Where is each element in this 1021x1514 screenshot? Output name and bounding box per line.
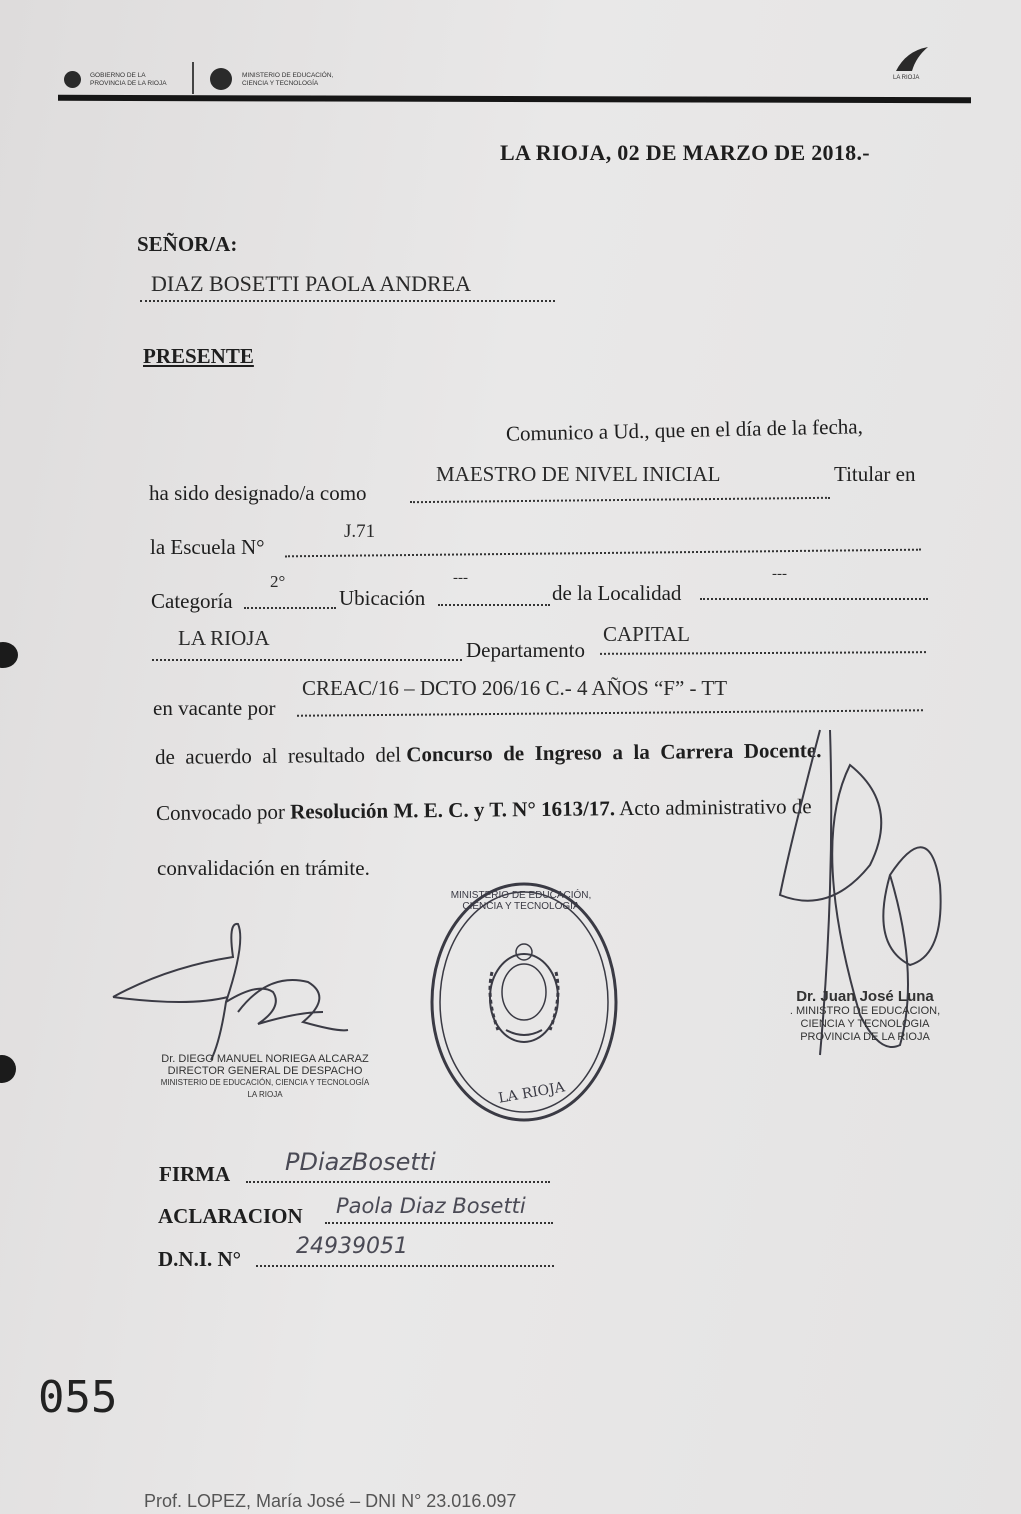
contest-name: Concurso de Ingreso a la Carrera Docente. [406,738,822,767]
dni-value: 24939051 [296,1234,408,1259]
department-dotted-line [600,651,926,655]
recipient-dotted-line [140,300,555,302]
category-value: 2° [270,572,286,591]
firma-label: FIRMA [159,1162,231,1186]
binder-hole-bottom [0,1055,16,1083]
ministry-logo-text: MINISTERIO DE EDUCACIÓN, CIENCIA Y TECNOLOGÍA [242,72,334,87]
page-number: 055 [38,1372,118,1423]
dni-dotted-line [256,1265,554,1267]
vacancy-value: CREAC/16 – DCTO 206/16 C.- 4 AÑOS “F” - TT [302,676,728,700]
logo-divider [192,62,194,94]
locality-value: --- [772,566,787,582]
left-signature-scribble [108,912,368,1062]
recipient-name: DIAZ BOSETTI PAOLA ANDREA [151,271,472,296]
left-signer-place: LA RIOJA [247,1090,283,1099]
binder-hole-top [0,642,18,668]
locality-dotted-line [700,598,928,600]
locality-name-dotted-line [152,659,462,661]
left-signer-block [160,1053,370,1101]
firma-dotted-line [246,1181,550,1183]
ministry-logo-icon [210,68,232,90]
cargo-value: MAESTRO DE NIVEL INICIAL [436,462,721,486]
department-label: Departamento [466,638,585,662]
aclaracion-dotted-line [325,1222,553,1224]
body-line-9: convalidación en trámite. [157,856,370,880]
location-value: --- [453,570,468,586]
right-signer-name: Dr. Juan José Luna [796,988,934,1005]
cargo-dotted-line [410,497,830,503]
school-label: la Escuela N° [150,535,265,559]
right-signer-line3: PROVINCIA DE LA RIOJA [800,1031,930,1043]
header-rule [58,95,971,103]
seal-ring-text: MINISTERIO DE EDUCACIÓN, CIENCIA Y TECNOLOGÍA [450,890,592,912]
aclaracion-value: Paola Diaz Bosetti [336,1194,526,1218]
school-dotted-line [285,549,921,558]
left-signer-name: Dr. DIEGO MANUEL NORIEGA ALCARAZ [161,1053,369,1065]
la-rioja-bird-logo-icon [892,45,932,75]
left-signer-title: DIRECTOR GENERAL DE DESPACHO [167,1065,363,1077]
body-line-7 [155,738,822,770]
seal-bottom-text: LA RIOJA [497,1079,567,1107]
vacancy-label: en vacante por [153,696,276,720]
la-rioja-logo-text: LA RIOJA [893,75,920,81]
school-value: J.71 [344,521,376,542]
department-value: CAPITAL [603,622,690,646]
government-seal-icon [64,71,81,88]
aclaracion-label: ACLARACION [158,1204,303,1228]
designation-label: ha sido designado/a como [149,481,367,505]
salutation: SEÑOR/A: [137,232,238,256]
government-logo-text: GOBIERNO DE LA PROVINCIA DE LA RIOJA [90,72,167,87]
footer-text: Prof. LOPEZ, María José – DNI N° 23.016.097 [144,1491,517,1511]
category-label: Categoría [151,589,233,613]
dni-label: D.N.I. N° [158,1247,242,1271]
right-signer-line2: CIENCIA Y TECNOLOGIA [800,1018,930,1030]
locality-name-value: LA RIOJA [178,626,270,650]
firma-value: PDiazBosetti [285,1148,436,1176]
body-line-8-tail: Acto administrativo de [614,794,812,821]
body-line-8 [156,794,812,826]
titular-label: Titular en [834,462,916,486]
resolution-number: Resolución M. E. C. y T. N° 1613/17. [290,796,616,824]
right-signer-block [770,988,960,1044]
presente-heading: PRESENTE [143,344,254,368]
left-signer-org: MINISTERIO DE EDUCACIÓN, CIENCIA Y TECNOLOGÍA [160,1078,370,1087]
location-dotted-line [438,604,550,606]
right-signer-line1: . MINISTRO DE EDUCACION, [789,1005,941,1017]
date-line: LA RIOJA, 02 DE MARZO DE 2018.- [500,140,870,165]
location-label: Ubicación [339,586,426,610]
body-line-1: Comunico a Ud., que en el día de la fecha, [505,414,864,446]
body-line-8-text: Convocado por [155,799,291,825]
category-dotted-line [244,607,336,609]
vacancy-dotted-line [297,709,923,716]
locality-label: de la Localidad [552,581,682,605]
body-line-7-text: de acuerdo al resultado del [154,742,407,769]
